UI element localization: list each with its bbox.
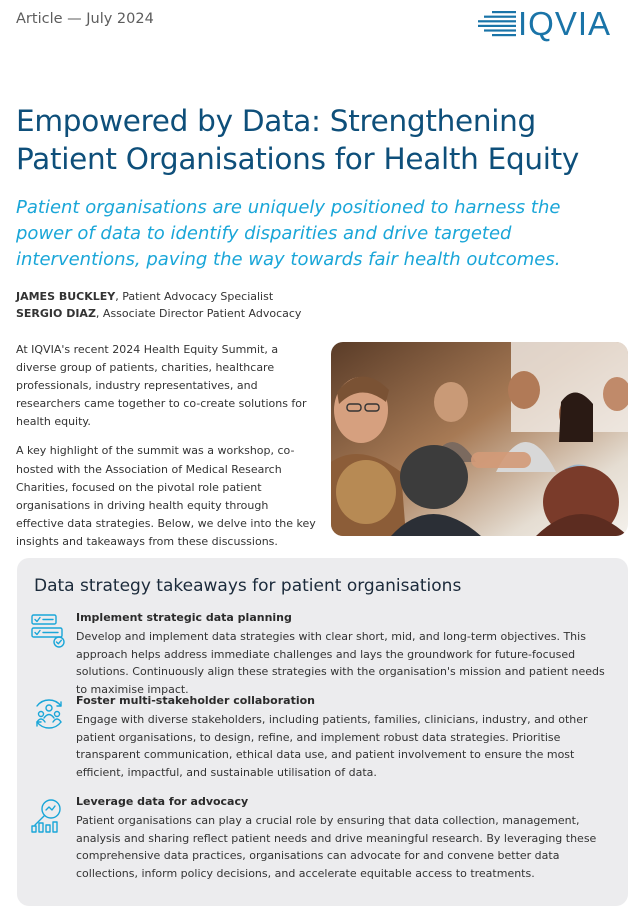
iqvia-logo[interactable] [478,5,626,42]
takeaway-heading: Implement strategic data planning [76,611,292,624]
author-role: , Patient Advocacy Specialist [115,290,274,303]
takeaways-box [17,558,628,906]
takeaways-title: Data strategy takeaways for patient organisations [34,576,462,596]
takeaway-text: Engage with diverse stakeholders, including patients, families, clinicians, industry, and other patient organisations, to design, refine, and implement robust data strategies. Prioritise transparent communication, ethical data use, and patient involvement to ensure the most efficient, impactful, and sustainable utilisation of data. [76,713,588,779]
logo-text: IQVIA [518,5,612,42]
page-header [0,0,636,60]
intro-paragraph: At IQVIA's recent 2024 Health Equity Summit, a diverse group of patients, charities, healthcare professionals, industry representatives, and researchers came together to co-create solutions for health equity. [16,343,307,429]
intro-text [16,341,316,562]
author-name: JAMES BUCKLEY [16,290,116,303]
author-line [16,305,616,322]
author-name: SERGIO DIAZ [16,307,96,320]
checklist-icon [29,611,69,651]
author-list [16,288,616,322]
takeaway-text: Develop and implement data strategies with clear short, mid, and long-term objectives. This approach helps address immediate challenges and lays the groundwork for future-focused solutions. Continuously align these strategies with the organisation's mission and patient needs to maximise impact. [76,630,605,696]
group-hug-illustration [331,342,628,536]
article-title: Empowered by Data: Strengthening Patient Organisations for Health Equity [16,104,580,176]
intro-paragraph: A key highlight of the summit was a workshop, co-hosted with the Association of Medical Research Charities, focused on the pivotal role patient organisations in driving health equity through effective data strategies. Below, we delve into the key insights and takeaways from these discussions. [16,444,316,548]
collaboration-icon [29,694,69,734]
takeaway-heading: Leverage data for advocacy [76,795,249,808]
summit-photo [331,342,628,536]
takeaway-heading: Foster multi-stakeholder collaboration [76,694,315,707]
data-analysis-icon [29,795,69,835]
author-line [16,288,616,305]
article-meta: Article — July 2024 [16,11,154,27]
article-subtitle: Patient organisations are uniquely positioned to harness the power of data to identify disparities and drive targeted interventions, paving the way towards fair health outcomes. [16,197,561,270]
author-role: , Associate Director Patient Advocacy [95,307,302,320]
logo-lines-icon [478,11,516,37]
takeaway-text: Patient organisations can play a crucial role by ensuring that data collection, management, analysis and sharing reflect patient needs and drive meaningful research. By leveraging these comprehensive data practices, organisations can advocate for and convene better data collections, inform policy decisions, and accelerate equitable access to treatments. [76,814,597,880]
